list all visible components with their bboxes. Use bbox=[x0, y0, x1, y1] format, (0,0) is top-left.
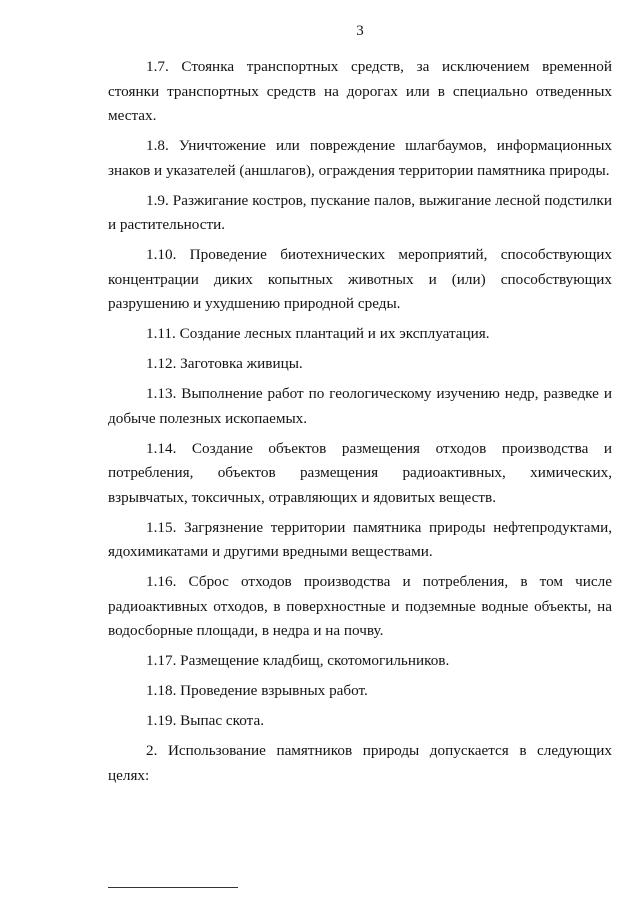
paragraph-2: 2. Использование памятников природы допускается в следующих целях: bbox=[108, 742, 612, 784]
paragraph-1-19: 1.19. Выпас скота. bbox=[146, 712, 265, 729]
footnote-separator-line bbox=[108, 887, 238, 888]
paragraph-1-16: 1.16. Сброс отходов производства и потребления, в том числе радиоактивных отходов, в поверхностные и подземные водные объекты, на водосборные площади, в недра и на почву. bbox=[108, 573, 612, 639]
paragraph-1-11: 1.11. Создание лесных плантаций и их эксплуатация. bbox=[146, 325, 490, 342]
paragraph-1-12: 1.12. Заготовка живицы. bbox=[146, 355, 303, 372]
paragraph-1-13: 1.13. Выполнение работ по геологическому изучению недр, разведке и добыче полезных ископаемых. bbox=[108, 385, 612, 427]
page-number: 3 bbox=[356, 23, 364, 39]
paragraph-1-10: 1.10. Проведение биотехнических мероприятий, способствующих концентрации диких копытных животных и (или) способствующих разрушению и ухудшению природной среды. bbox=[108, 246, 612, 312]
paragraph-1-8: 1.8. Уничтожение или повреждение шлагбаумов, информационных знаков и указателей (аншлагов), ограждения территории памятника природы. bbox=[108, 137, 612, 179]
document-body bbox=[108, 55, 612, 794]
paragraph-1-7: 1.7. Стоянка транспортных средств, за исключением временной стоянки транспортных средств на дорогах или в специально отведенных местах. bbox=[108, 58, 612, 124]
paragraph-1-17: 1.17. Размещение кладбищ, скотомогильников. bbox=[146, 652, 450, 669]
paragraph-1-15: 1.15. Загрязнение территории памятника природы нефтепродуктами, ядохимикатами и другими вредными веществами. bbox=[108, 518, 612, 560]
paragraph-1-18: 1.18. Проведение взрывных работ. bbox=[146, 682, 368, 699]
paragraph-1-9: 1.9. Разжигание костров, пускание палов, выжигание лесной подстилки и растительности. bbox=[108, 191, 612, 233]
paragraph-1-14: 1.14. Создание объектов размещения отходов производства и потребления, объектов размещения радиоактивных, химических, взрывчатых, токсичных, отравляющих и ядовитых веществ. bbox=[108, 439, 612, 506]
